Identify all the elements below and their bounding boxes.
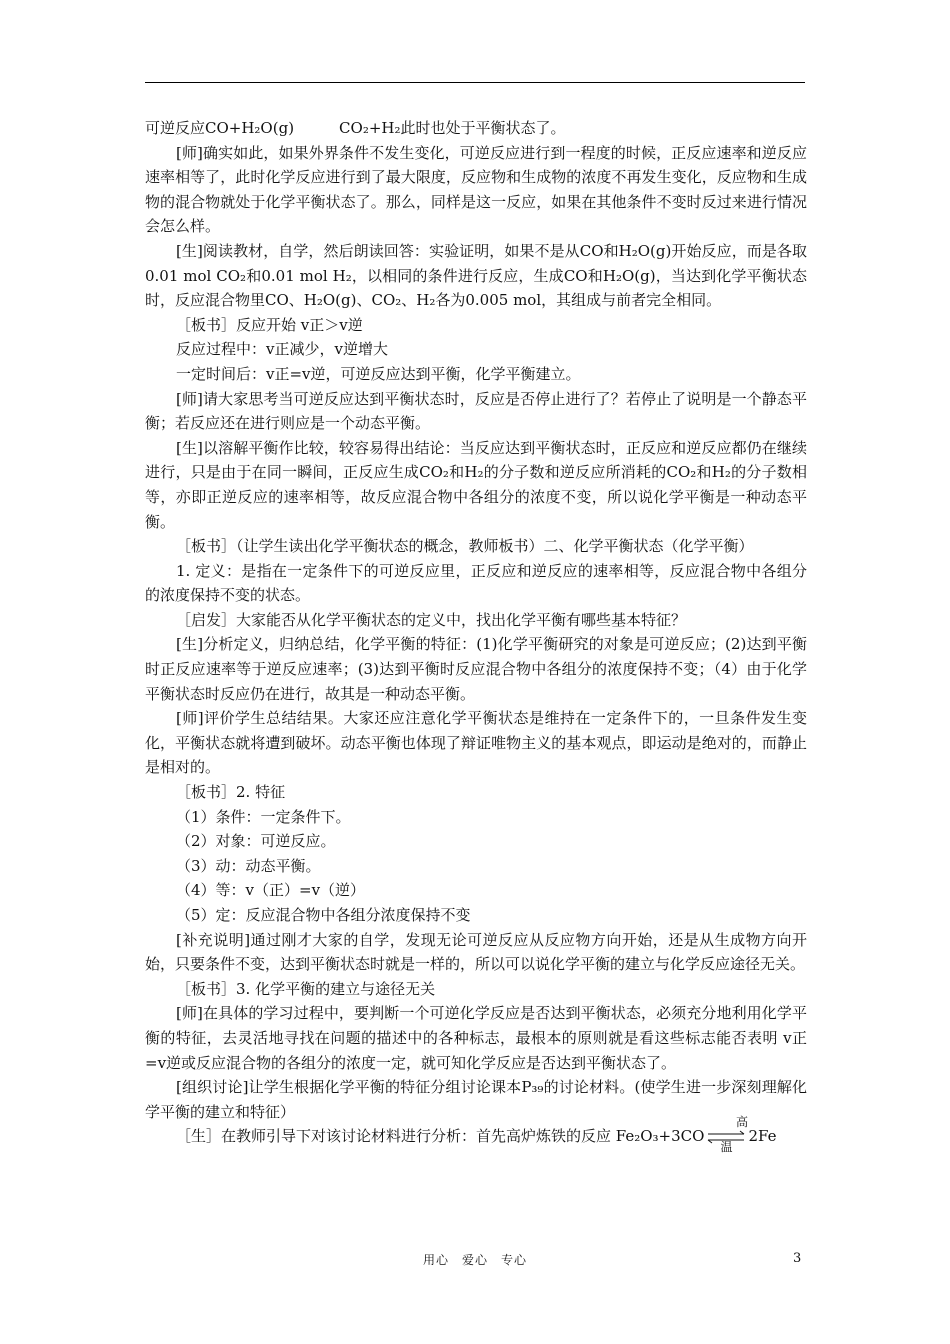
reaction-condition: 高温 xyxy=(720,1115,748,1154)
reversible-arrow xyxy=(704,1115,748,1154)
reaction-line: 可逆反应CO+H₂O(g) CO₂+H₂此时也处于平衡状态了。 xyxy=(145,119,566,137)
student-paragraph: [生]阅读教材，自学，然后朗读回答：实验证明，如果不是从CO和H₂O(g)开始反应，而是各取0.01 mol CO₂和0.01 mol H₂，以相同的条件进行反应，生成CO和H₂O(g)，当达到化学平衡状态时，反应混合物里CO、H₂O(g)、CO₂、H₂各为0.005 mol，其组成与前者完全相同。 xyxy=(145,241,807,310)
board-heading: ［板书］3. 化学平衡的建立与途径无关 xyxy=(176,979,436,998)
feature-item: （5）定：反应混合物中各组分浓度保持不变 xyxy=(176,906,471,924)
teacher-paragraph: [师]在具体的学习过程中，要判断一个可逆化学反应是否达到平衡状态，必须充分地利用化学平衡的特征，去灵活地寻找在问题的描述中的各种标志，最根本的原则就是看这些标志能否表明 v正=v逆或反应混合物的各组分的浓度一定，就可知化学反应是否达到平衡状态了。 xyxy=(145,1004,807,1072)
feature-item: （2）对象：可逆反应。 xyxy=(176,832,336,851)
header-rule xyxy=(145,82,805,83)
board-note: 反应过程中：v正减少，v逆增大 xyxy=(176,340,388,359)
board-heading: ［板书］2. 特征 xyxy=(176,783,286,802)
body-text xyxy=(145,116,807,1154)
student-paragraph: [生]分析定义，归纳总结，化学平衡的特征：(1)化学平衡研究的对象是可逆反应；(2)达到平衡时正反应速率等于逆反应速率；(3)达到平衡时反应混合物中各组分的浓度保持不变；（4）由于化学平衡状态时反应仍在进行，故其是一种动态平衡。 xyxy=(145,635,807,703)
feature-item: （4）等：v（正）=v（逆） xyxy=(176,881,366,900)
prompt-paragraph: ［启发］大家能否从化学平衡状态的定义中，找出化学平衡有哪些基本特征？ xyxy=(176,610,687,629)
feature-item: （3）动：动态平衡。 xyxy=(176,856,321,875)
board-note: ［板书］反应开始 v正＞v逆 xyxy=(176,315,363,334)
reaction-text: ［生］在教师引导下对该讨论材料进行分析：首先高炉炼铁的反应 Fe₂O₃+3CO xyxy=(176,1127,705,1146)
page-number: 3 xyxy=(793,1251,802,1266)
teacher-paragraph: [师]请大家思考当可逆反应达到平衡状态时，反应是否停止进行了？若停止了说明是一个静态平衡；若反应还在进行则应是一个动态平衡。 xyxy=(145,389,807,433)
teacher-paragraph: [师]评价学生总结结果。大家还应注意化学平衡状态是维持在一定条件下的，一旦条件发生变化，平衡状态就将遭到破坏。动态平衡也体现了辩证唯物主义的基本观点，即运动是绝对的，而静止是相对的。 xyxy=(145,709,807,777)
board-heading: ［板书］（让学生读出化学平衡状态的概念，教师板书）二、化学平衡状态（化学平衡） xyxy=(176,537,754,556)
feature-item: （1）条件：一定条件下。 xyxy=(176,807,351,826)
supplement-paragraph: [补充说明]通过刚才大家的自学，发现无论可逆反应从反应物方向开始，还是从生成物方向开始，只要条件不变，达到平衡状态时就是一样的，所以可以说化学平衡的建立与化学反应途径无关。 xyxy=(145,930,807,974)
definition: 1. 定义：是指在一定条件下的可逆反应里，正反应和逆反应的速率相等，反应混合物中各组分的浓度保持不变的状态。 xyxy=(145,561,807,605)
student-paragraph: [生]以溶解平衡作比较，较容易得出结论：当反应达到平衡状态时，正反应和逆反应都仍在继续进行，只是由于在同一瞬间，正反应生成CO₂和H₂的分子数和逆反应所消耗的CO₂和H₂的分子数相等，亦即正逆反应的速率相等，故反应混合物中各组分的浓度不变，所以说化学平衡是一种动态平衡。 xyxy=(145,438,807,531)
board-note: 一定时间后：v正=v逆，可逆反应达到平衡，化学平衡建立。 xyxy=(176,364,581,383)
page-footer: 用心 爱心 专心 xyxy=(422,1253,527,1267)
reaction-product: 2Fe xyxy=(748,1127,777,1146)
discussion-paragraph: [组织讨论]让学生根据化学平衡的特征分组讨论课本P₃₉的讨论材料。(使学生进一步深刻理解化学平衡的建立和特征） xyxy=(145,1078,807,1121)
teacher-paragraph: [师]确实如此，如果外界条件不发生变化，可逆反应进行到一程度的时候，正反应速率和逆反应速率相等了，此时化学反应进行到了最大限度，反应物和生成物的浓度不再发生变化，反应物和生成物的混合物就处于化学平衡状态了。那么，同样是这一反应，如果在其他条件不变时反过来进行情况会怎么样。 xyxy=(145,143,807,236)
student-reaction-line xyxy=(145,1115,807,1154)
